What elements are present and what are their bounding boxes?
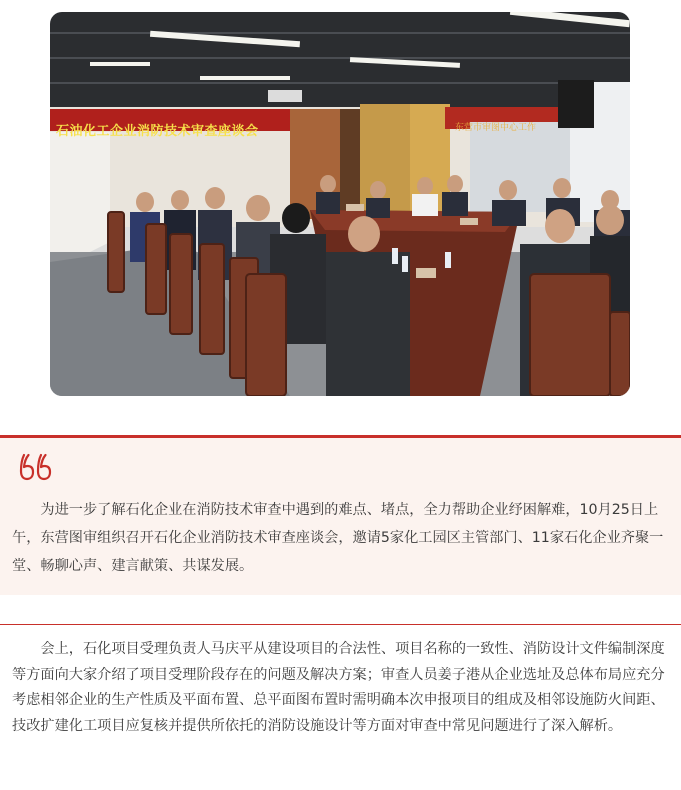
body-paragraph: 会上，石化项目受理负责人马庆平从建设项目的合法性、项目名称的一致性、消防设计文件编制深度等方面向大家介绍了项目受理阶段存在的问题及解决方案；审查人员姜子港从企业选址及总体布局应充分考虑相邻企业的生产性质及平面布置、总平面图布置时需明确本次申报项目的组成及相邻设施防火间距、技改扩建化工项目应复核并提供所依托的消防设施设计等方面对审查中常见问题进行了深入解析。 xyxy=(12,641,665,734)
meeting-photo xyxy=(50,12,630,396)
quote-card xyxy=(0,435,681,595)
banner-text: 石油化工企业消防技术审查座谈会 xyxy=(56,124,259,139)
double-quote-icon xyxy=(18,445,58,485)
meeting-scene xyxy=(50,12,630,396)
intro-paragraph: 为进一步了解石化企业在消防技术审查中遇到的难点、堵点，全力帮助企业纾困解难，10月25日上午，东营图审组织召开石化企业消防技术审查座谈会，邀请5家化工园区主管部门、11家石化企业齐聚一堂、畅聊心声、建言献策、共谋发展。 xyxy=(12,502,664,574)
section-divider xyxy=(0,624,681,625)
accent-line xyxy=(0,435,681,438)
banner-text-secondary: 东营市审图中心工作 xyxy=(455,123,537,133)
